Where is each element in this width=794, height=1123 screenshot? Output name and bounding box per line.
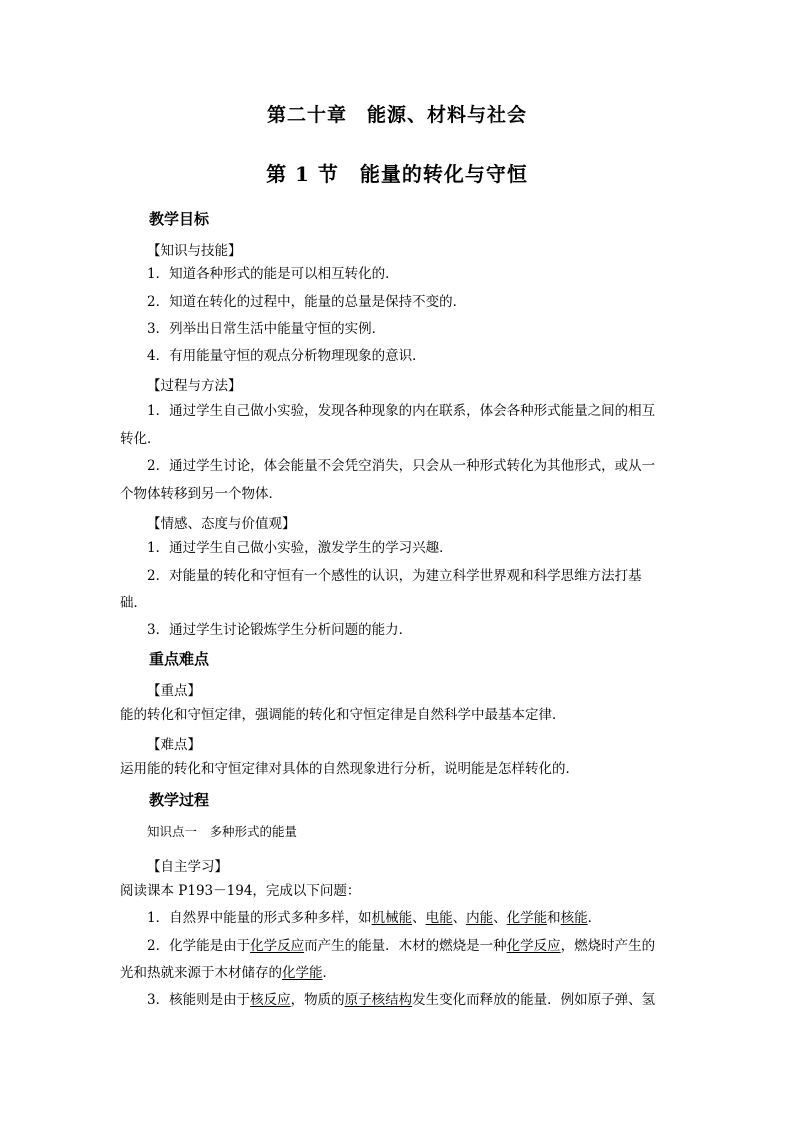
emotion-item-2-line-2: 础． — [120, 595, 147, 611]
answer-electric-energy: 电能 — [425, 910, 453, 926]
difficult-label: 【难点】 — [147, 737, 201, 753]
question-2-middle: 而产生的能量．木材的燃烧是一种 — [304, 938, 507, 954]
knowledge-item-1: 1．知道各种形式的能是可以相互转化的． — [147, 266, 399, 282]
emotion-values-label: 【情感、态度与价值观】 — [147, 516, 296, 532]
question-3-middle: ，物质的 — [290, 992, 345, 1008]
emotion-item-1: 1．通过学生自己做小实验，激发学生的学习兴趣． — [147, 540, 453, 556]
answer-nuclear-reaction: 核反应 — [250, 992, 291, 1008]
separator: 、 — [452, 910, 467, 926]
answer-chemical-energy: 化学能 — [506, 910, 548, 926]
question-2-line-2 — [120, 964, 336, 982]
process-item-2-line-1: 2．通过学生讨论，体会能量不会凭空消失，只会从一种形式转化为其他形式，或从一 — [147, 458, 656, 474]
separator: 、 — [493, 910, 507, 926]
question-2-prefix: 2．化学能是由于 — [147, 938, 251, 954]
key-text: 能的转化和守恒定律，强调能的转化和守恒定律是自然科学中最基本定律． — [120, 707, 566, 723]
knowledge-point-title: 知识点一 多种形式的能量 — [147, 824, 298, 839]
question-1-prefix: 1．自然界中能量的形式多种多样，如 — [147, 910, 372, 926]
keypoints-heading: 重点难点 — [149, 650, 210, 668]
process-item-1-line-1: 1．通过学生自己做小实验，发现各种现象的内在联系，体会各种形式能量之间的相互 — [147, 403, 656, 419]
period: ． — [322, 965, 336, 981]
question-2-tail: ，燃烧时产生的 — [560, 938, 656, 954]
emotion-item-2-line-1: 2．对能量的转化和守恒有一个感性的认识，为建立科学世界观和科学思维方法打基 — [147, 568, 642, 584]
reading-instruction: 阅读课本 P193－194，完成以下问题： — [120, 883, 361, 899]
knowledge-skills-label: 【知识与技能】 — [147, 243, 242, 259]
self-study-label: 【自主学习】 — [147, 859, 228, 875]
answer-atomic-nucleus-structure: 原子核结构 — [344, 992, 413, 1008]
answer-chemical-energy-2: 化学能 — [282, 965, 323, 981]
chapter-title: 第二十章 能源、材料与社会 — [266, 104, 527, 126]
answer-internal-energy: 内能 — [466, 910, 494, 926]
answer-chemical-reaction-2: 化学反应 — [506, 938, 561, 954]
key-label: 【重点】 — [147, 683, 201, 699]
teaching-process-heading: 教学过程 — [149, 791, 210, 809]
process-methods-label: 【过程与方法】 — [147, 378, 242, 394]
question-3-line-1 — [147, 991, 655, 1009]
emotion-item-3: 3．通过学生讨论锻炼学生分析问题的能力． — [147, 622, 413, 638]
difficult-text: 运用能的转化和守恒定律对具体的自然现象进行分析，说明能是怎样转化的． — [120, 761, 579, 777]
knowledge-item-2: 2．知道在转化的过程中，能量的总量是保持不变的． — [147, 294, 467, 310]
answer-mechanical-energy: 机械能 — [371, 910, 413, 926]
question-3-prefix: 3．核能则是由于 — [147, 992, 251, 1008]
answer-nuclear-energy: 核能 — [560, 910, 588, 926]
objectives-heading: 教学目标 — [149, 210, 210, 228]
process-item-1-line-2: 转化． — [120, 431, 161, 447]
knowledge-item-4: 4．有用能量守恒的观点分析物理现象的意识． — [147, 348, 426, 364]
question-2-line-1 — [147, 937, 655, 955]
separator: 、 — [412, 910, 426, 926]
conjunction: 和 — [547, 910, 561, 926]
knowledge-item-3: 3．列举出日常生活中能量守恒的实例． — [147, 321, 386, 337]
question-1 — [147, 909, 601, 927]
section-title: 第 1 节 能量的转化与守恒 — [266, 162, 528, 186]
question-2-line-2-prefix: 光和热就来源于木材储存的 — [120, 965, 282, 981]
answer-chemical-reaction: 化学反应 — [250, 938, 305, 954]
process-item-2-line-2: 个物体转移到另一个物体． — [120, 486, 282, 502]
question-3-tail: 发生变化而释放的能量．例如原子弹、氢 — [412, 992, 656, 1008]
period: ． — [587, 910, 602, 926]
